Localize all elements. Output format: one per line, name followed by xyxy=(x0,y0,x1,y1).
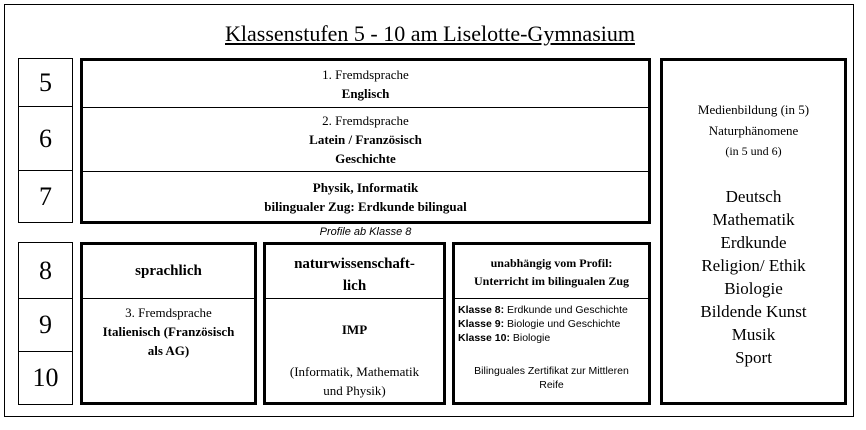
list-item: Mathematik xyxy=(712,210,795,229)
list-item: Klasse 9: Biologie und Geschichte xyxy=(458,318,621,330)
grade-10: 10 xyxy=(18,351,73,405)
list-item: Bildende Kunst xyxy=(700,302,807,321)
general-extras: Medienbildung (in 5) Naturphänomene (in 5 und 6) xyxy=(697,102,810,158)
profile-label: Profile ab Klasse 8 xyxy=(319,226,412,238)
profile-sprachlich-header: sprachlich xyxy=(135,263,202,279)
profile-sprachlich-content: 3. Fremdsprache Italienisch (Französisch als AG) xyxy=(102,305,235,358)
profile-natur-box xyxy=(263,242,446,405)
grade-5: 5 xyxy=(18,58,73,107)
list-item: Klasse 10: Biologie xyxy=(458,332,551,344)
list-item: Klasse 8: Erdkunde und Geschichte xyxy=(458,304,628,316)
profile-natur-title: IMP xyxy=(341,322,368,337)
bilingual-list xyxy=(458,303,648,345)
profile-natur-header: naturwissenschaft- lich xyxy=(294,256,415,294)
grade-9: 9 xyxy=(18,298,73,352)
list-item: Erdkunde xyxy=(720,233,787,252)
profile-natur-content: (Informatik, Mathematik und Physik) xyxy=(289,364,420,398)
row-5-content: 1. Fremdsprache Englisch xyxy=(322,67,409,101)
list-item: Religion/ Ethik xyxy=(701,256,806,275)
subject-list xyxy=(663,185,844,369)
list-item: Biologie xyxy=(724,279,783,298)
core-subjects-box xyxy=(80,58,651,224)
diagram-title: Klassenstufen 5 - 10 am Liselotte-Gymnasium xyxy=(225,21,635,46)
list-item: Sport xyxy=(735,348,772,367)
grade-7: 7 xyxy=(18,170,73,223)
profile-sprachlich-box xyxy=(80,242,257,405)
bilingual-header: unabhängig vom Profil: Unterricht im bilingualen Zug xyxy=(473,256,629,288)
general-subjects-box xyxy=(660,58,847,405)
list-item: Deutsch xyxy=(725,187,782,206)
row-6-content: 2. Fremdsprache Latein / Französisch Geschichte xyxy=(309,113,422,166)
list-item: Musik xyxy=(731,325,776,344)
row-7-content: Physik, Informatik bilingualer Zug: Erdkunde bilingual xyxy=(264,179,467,214)
grade-8: 8 xyxy=(18,242,73,299)
bilingual-note: Bilinguales Zertifikat zur Mittleren Reife xyxy=(474,365,629,391)
profile-divider xyxy=(83,298,254,299)
bilingual-box xyxy=(452,242,651,405)
grade-6: 6 xyxy=(18,106,73,171)
profile-divider xyxy=(266,298,443,299)
bilingual-divider xyxy=(455,298,648,299)
